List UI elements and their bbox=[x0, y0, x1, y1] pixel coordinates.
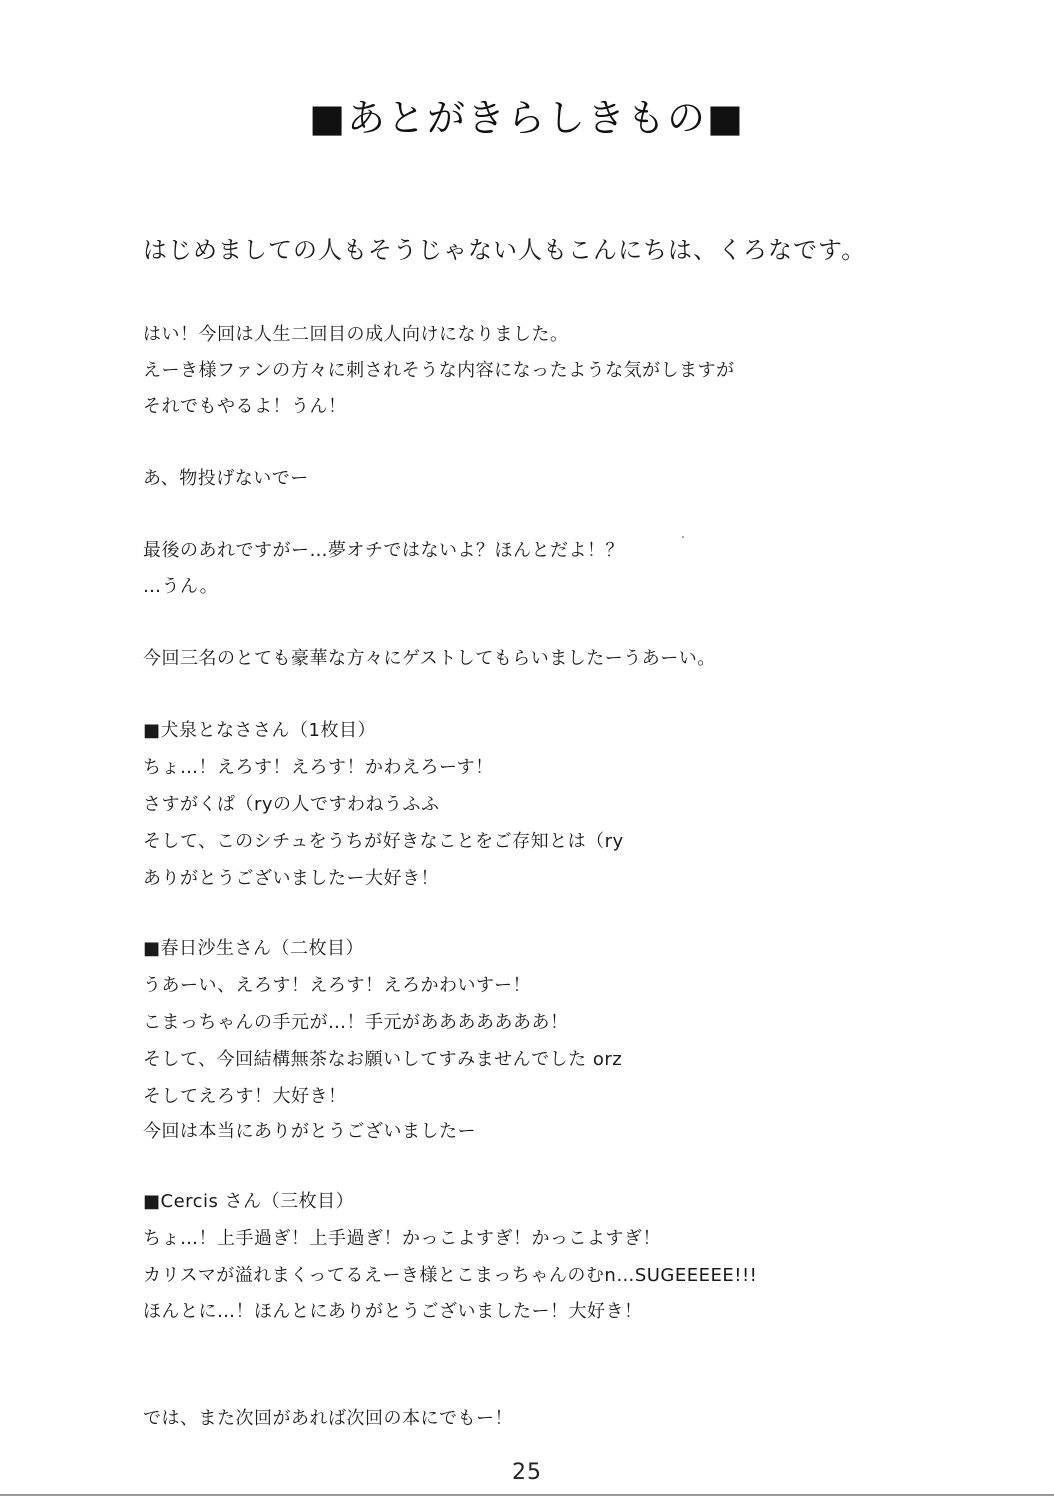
guest-3-line-1: ちょ…！上手過ぎ！上手過ぎ！かっこよすぎ！かっこよすぎ！ bbox=[143, 1228, 661, 1249]
body-line-intro-1: はい！今回は人生二回目の成人向けになりました。 bbox=[143, 324, 569, 345]
body-line-aside: あ、物投げないでー bbox=[143, 468, 309, 489]
guest-1-line-1: ちょ…！えろす！えろす！かわえろーす！ bbox=[143, 757, 494, 778]
guest-1-line-4: ありがとうございましたー大好き！ bbox=[143, 868, 439, 889]
guest-1-line-3: そして、このシチュをうちが好きなことをご存知とは（ry bbox=[143, 831, 624, 852]
print-speck bbox=[682, 536, 684, 538]
page-title: ■あとがきらしきもの■ bbox=[309, 96, 745, 140]
guest-2-line-5: 今回は本当にありがとうございましたー bbox=[143, 1121, 476, 1142]
guest-3-heading: ■Cercis さん（三枚目） bbox=[143, 1191, 355, 1212]
body-line-ending-1: 最後のあれですがー…夢オチではないよ？ほんとだよ！？ bbox=[143, 540, 624, 561]
guest-3-line-2: カリスマが溢れまくってるえーき様とこまっちゃんのむn…SUGEEEEE!!! bbox=[143, 1265, 758, 1286]
bottom-edge-rule bbox=[0, 1494, 1054, 1496]
guest-2-line-2: こまっちゃんの手元が…！手元があああああああ！ bbox=[143, 1012, 569, 1033]
closing-line: では、また次回があれば次回の本にでもー！ bbox=[143, 1408, 513, 1429]
guest-1-heading: ■犬泉となささん（1枚目） bbox=[143, 720, 376, 741]
page-number: 25 bbox=[512, 1460, 542, 1485]
guest-2-heading: ■春日沙生さん（二枚目） bbox=[143, 938, 365, 959]
body-line-intro-3: それでもやるよ！うん！ bbox=[143, 396, 347, 417]
guest-2-line-1: うあーい、えろす！えろす！えろかわいすー！ bbox=[143, 975, 531, 996]
body-line-intro-2: えーき様ファンの方々に刺されそうな内容になったような気がしますが bbox=[143, 360, 735, 381]
guest-2-line-4: そしてえろす！大好き！ bbox=[143, 1086, 347, 1107]
guest-3-line-3: ほんとに…！ほんとにありがとうございましたー！大好き！ bbox=[143, 1301, 643, 1322]
guest-2-line-3: そして、今回結構無茶なお願いしてすみませんでした orz bbox=[143, 1049, 623, 1070]
body-line-ending-2: …うん。 bbox=[143, 576, 219, 597]
body-line-guests-intro: 今回三名のとても豪華な方々にゲストしてもらいましたーうあーい。 bbox=[143, 648, 716, 669]
guest-1-line-2: さすがくぱ（ryの人ですわねうふふ bbox=[143, 794, 440, 815]
greeting-line: はじめましての人もそうじゃない人もこんにちは、くろなです。 bbox=[143, 236, 867, 264]
